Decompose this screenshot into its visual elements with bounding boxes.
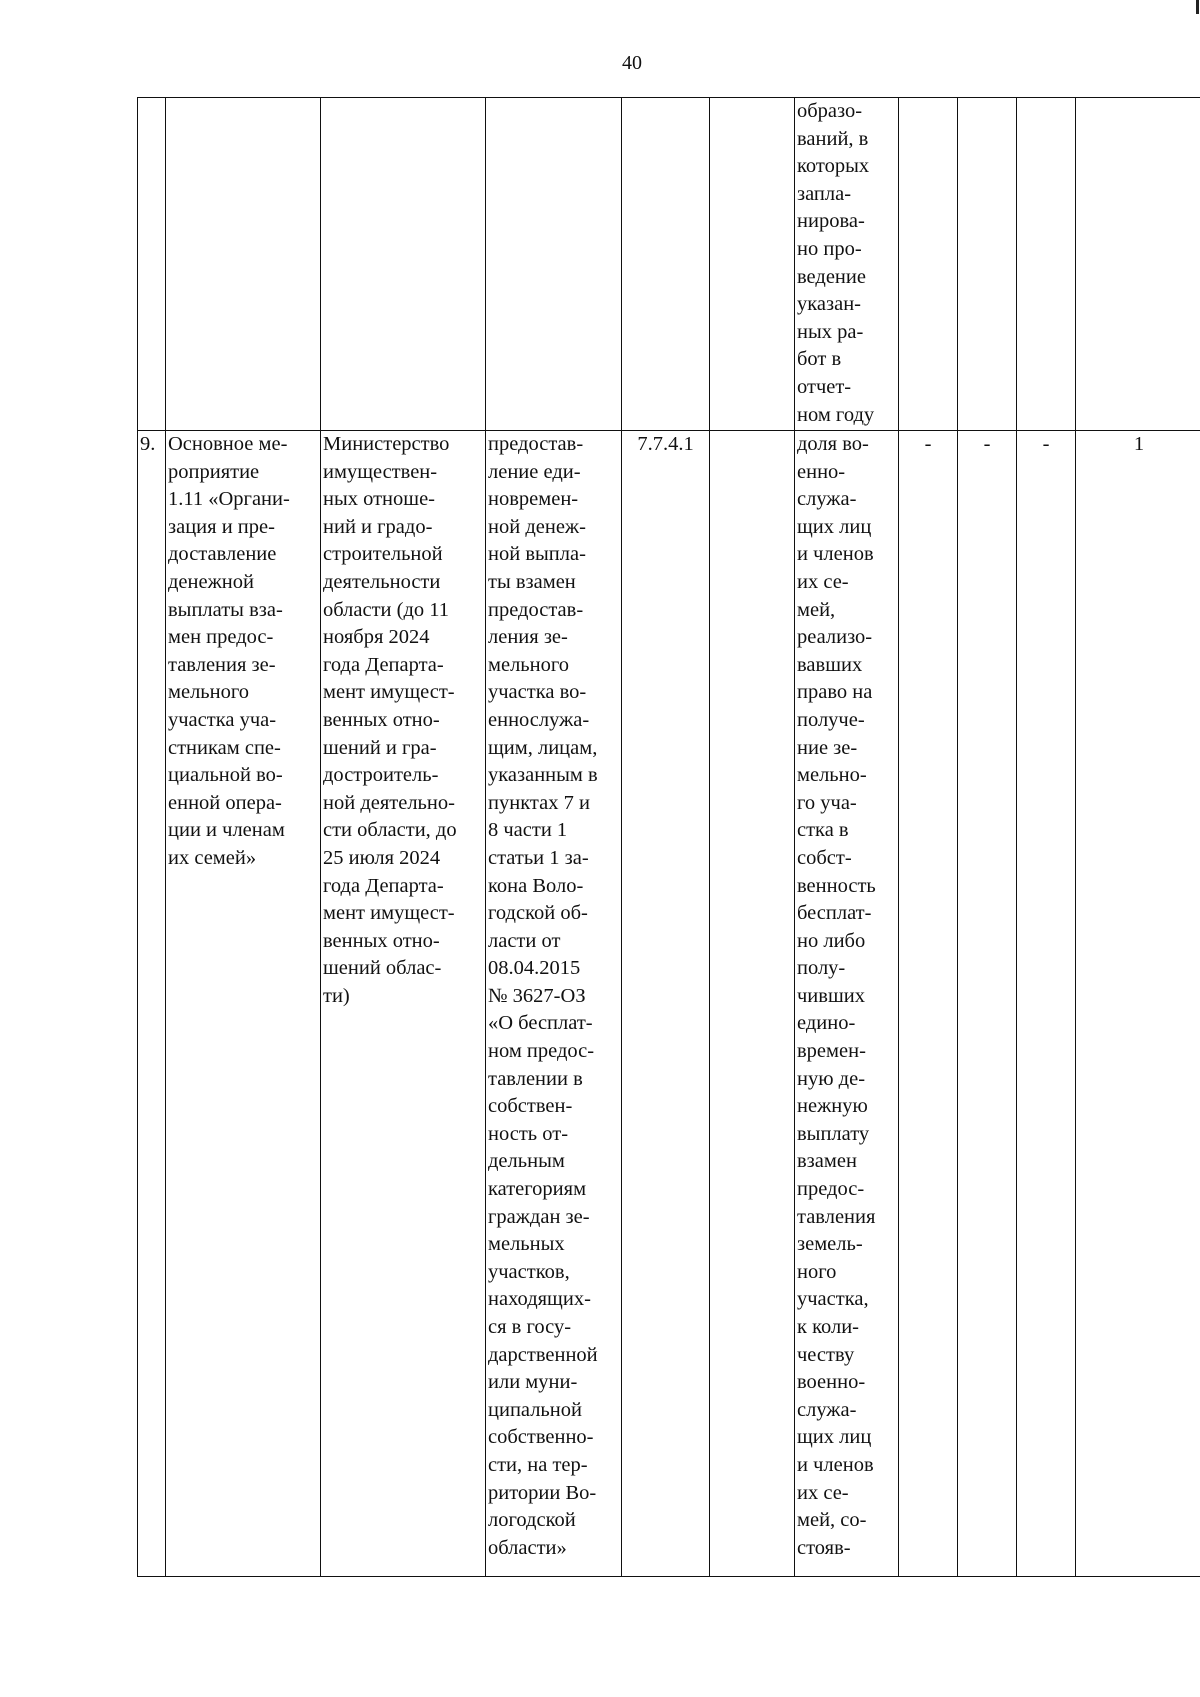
cell-line: Министерство bbox=[323, 433, 450, 455]
scan-artifact bbox=[1196, 0, 1199, 14]
cell-line: циальной во- bbox=[168, 764, 283, 787]
cell-line: участка, bbox=[797, 1288, 869, 1311]
cell-code: 7.7.4.1 bbox=[622, 431, 710, 1577]
cell-line: щих лиц bbox=[797, 1426, 872, 1449]
cell-line: еннослужа- bbox=[488, 708, 590, 731]
page-number: 40 bbox=[622, 52, 642, 74]
cell-line: сти области, до bbox=[323, 819, 457, 842]
cell-line: 8 части 1 bbox=[488, 819, 568, 842]
cell-value-1: - bbox=[899, 431, 958, 1577]
cell-value-4: 1 bbox=[1076, 431, 1200, 1577]
cell-executor bbox=[321, 431, 486, 1577]
cell-value-4 bbox=[1076, 98, 1200, 431]
cell-line: деятельности bbox=[323, 570, 441, 593]
table-row-continuation bbox=[138, 98, 1200, 431]
cell-line: образо- bbox=[797, 100, 863, 122]
cell-line: «О бесплат- bbox=[488, 1012, 593, 1035]
cell-line: строительной bbox=[323, 543, 443, 566]
measures-table bbox=[137, 97, 1200, 1577]
cell-line: предостав- bbox=[488, 433, 584, 455]
cell-line: мельного bbox=[168, 681, 250, 704]
cell-line: ность от- bbox=[488, 1122, 569, 1145]
cell-line: ном году bbox=[797, 403, 875, 426]
cell-line: ления зе- bbox=[488, 626, 568, 649]
cell-line: логодской bbox=[488, 1509, 576, 1532]
cell-line: участка уча- bbox=[168, 708, 277, 731]
cell-line: области (до 11 bbox=[323, 598, 450, 621]
cell-line: собст- bbox=[797, 846, 852, 869]
cell-line: находящих- bbox=[488, 1288, 591, 1311]
cell-line: категориям bbox=[488, 1178, 587, 1201]
cell-line: участков, bbox=[488, 1260, 570, 1283]
cell-value-2 bbox=[958, 98, 1017, 431]
cell-line: времен- bbox=[797, 1040, 866, 1063]
cell-line: мент имущест- bbox=[323, 902, 455, 925]
cell-line: ведение bbox=[797, 265, 866, 288]
cell-line: стояв- bbox=[797, 1536, 851, 1559]
cell-event bbox=[166, 98, 321, 431]
cell-line: выплату bbox=[797, 1122, 870, 1145]
cell-line: бот в bbox=[797, 348, 842, 371]
cell-line: земель- bbox=[797, 1233, 863, 1256]
cell-line: ся в госу- bbox=[488, 1316, 572, 1338]
cell-line: мей, bbox=[797, 598, 836, 621]
cell-line: года Департа- bbox=[323, 653, 444, 676]
cell-line: мей, со- bbox=[797, 1509, 867, 1532]
cell-line: запла- bbox=[797, 182, 852, 205]
cell-line: право на bbox=[797, 681, 873, 704]
cell-line: мельно- bbox=[797, 764, 867, 787]
cell-line: сти, на тер- bbox=[488, 1453, 588, 1476]
cell-line: граждан зе- bbox=[488, 1205, 590, 1228]
cell-line: тавления bbox=[797, 1205, 876, 1228]
cell-line: вавших bbox=[797, 653, 863, 676]
cell-line: ритории Во- bbox=[488, 1481, 597, 1504]
cell-value-3: - bbox=[1017, 431, 1076, 1577]
cell-indicator bbox=[795, 431, 899, 1577]
cell-line: их семей» bbox=[168, 846, 257, 869]
cell-line: полу- bbox=[797, 957, 846, 980]
cell-result bbox=[486, 98, 622, 431]
cell-line: енно- bbox=[797, 460, 846, 483]
cell-line: предостав- bbox=[488, 598, 584, 621]
cell-line: статьи 1 за- bbox=[488, 846, 589, 869]
cell-line: чивших bbox=[797, 984, 865, 1007]
cell-line: указан- bbox=[797, 293, 861, 316]
cell-empty bbox=[710, 431, 795, 1577]
cell-value-1 bbox=[899, 98, 958, 431]
cell-line: ление еди- bbox=[488, 460, 581, 483]
cell-line: ную де- bbox=[797, 1067, 866, 1090]
cell-number bbox=[138, 98, 166, 431]
cell-line: тавлении в bbox=[488, 1067, 583, 1090]
cell-line: тавления зе- bbox=[168, 653, 276, 676]
cell-executor bbox=[321, 98, 486, 431]
cell-line: отчет- bbox=[797, 375, 852, 398]
cell-line: ных отноше- bbox=[323, 488, 435, 511]
cell-line: стникам спе- bbox=[168, 736, 281, 759]
cell-line: венных отно- bbox=[323, 708, 440, 731]
cell-line: денежной bbox=[168, 570, 254, 593]
cell-line: пунктах 7 и bbox=[488, 791, 590, 814]
cell-line: нежную bbox=[797, 1095, 868, 1118]
cell-line: ной денеж- bbox=[488, 515, 586, 538]
cell-line: дарственной bbox=[488, 1343, 598, 1366]
cell-line: 1.11 «Органи- bbox=[168, 488, 290, 511]
cell-line: ний и градо- bbox=[323, 515, 433, 538]
cell-line: зация и пре- bbox=[168, 515, 275, 538]
cell-line: мент имущест- bbox=[323, 681, 455, 704]
cell-line: получе- bbox=[797, 708, 865, 731]
cell-line: выплаты вза- bbox=[168, 598, 283, 621]
cell-code bbox=[622, 98, 710, 431]
cell-line: венных отно- bbox=[323, 929, 440, 952]
cell-line: го уча- bbox=[797, 791, 857, 814]
cell-line: достроитель- bbox=[323, 764, 439, 787]
cell-line: щим, лицам, bbox=[488, 736, 598, 759]
cell-line: № 3627-ОЗ bbox=[488, 984, 586, 1007]
cell-line: участка во- bbox=[488, 681, 587, 704]
cell-line: 25 июля 2024 bbox=[323, 846, 441, 869]
cell-line: венность bbox=[797, 874, 876, 897]
cell-result bbox=[486, 431, 622, 1577]
cell-line: ном предос- bbox=[488, 1040, 595, 1063]
cell-line: служа- bbox=[797, 488, 857, 511]
cell-line: годской об- bbox=[488, 902, 588, 925]
cell-line: но либо bbox=[797, 929, 866, 952]
cell-empty bbox=[710, 98, 795, 431]
cell-line: их се- bbox=[797, 1481, 849, 1504]
cell-line: указанным в bbox=[488, 764, 598, 787]
table-row-9 bbox=[138, 431, 1200, 1577]
cell-line: ного bbox=[797, 1260, 837, 1283]
cell-line: ной выпла- bbox=[488, 543, 586, 566]
cell-line: к коли- bbox=[797, 1316, 860, 1338]
cell-line: взамен bbox=[797, 1150, 857, 1173]
cell-line: ласти от bbox=[488, 929, 561, 952]
cell-line: области» bbox=[488, 1536, 567, 1559]
cell-line: доля во- bbox=[797, 433, 869, 455]
cell-line: щих лиц bbox=[797, 515, 872, 538]
cell-line: Основное ме- bbox=[168, 433, 288, 455]
cell-line: но про- bbox=[797, 237, 862, 260]
cell-line: ты взамен bbox=[488, 570, 576, 593]
cell-line: служа- bbox=[797, 1398, 857, 1421]
cell-line: шений облас- bbox=[323, 957, 442, 980]
cell-line: честву bbox=[797, 1343, 855, 1366]
cell-line: собственно- bbox=[488, 1426, 594, 1449]
cell-line: мельного bbox=[488, 653, 570, 676]
cell-line: предос- bbox=[797, 1178, 865, 1201]
cell-line: ной деятельно- bbox=[323, 791, 455, 814]
cell-line: роприятие bbox=[168, 460, 260, 483]
cell-line: дельным bbox=[488, 1150, 565, 1173]
cell-line: ноября 2024 bbox=[323, 626, 430, 649]
cell-line: мельных bbox=[488, 1233, 565, 1256]
cell-number: 9. bbox=[138, 431, 166, 1577]
cell-line: стка в bbox=[797, 819, 849, 842]
cell-line: кона Воло- bbox=[488, 874, 584, 897]
cell-line: имуществен- bbox=[323, 460, 438, 483]
cell-line: шений и гра- bbox=[323, 736, 437, 759]
cell-event bbox=[166, 431, 321, 1577]
cell-line: военно- bbox=[797, 1371, 866, 1394]
cell-line: собствен- bbox=[488, 1095, 573, 1118]
cell-line: года Департа- bbox=[323, 874, 444, 897]
cell-line: ных ра- bbox=[797, 320, 864, 343]
cell-line: едино- bbox=[797, 1012, 856, 1035]
cell-line: ти) bbox=[323, 984, 350, 1007]
cell-line: 08.04.2015 bbox=[488, 957, 581, 980]
cell-line: их се- bbox=[797, 570, 849, 593]
cell-line: бесплат- bbox=[797, 902, 872, 925]
cell-line: реализо- bbox=[797, 626, 873, 649]
cell-line: енной опера- bbox=[168, 791, 282, 814]
cell-line: новремен- bbox=[488, 488, 579, 511]
cell-value-3 bbox=[1017, 98, 1076, 431]
cell-line: нирова- bbox=[797, 210, 865, 233]
cell-line: доставление bbox=[168, 543, 277, 566]
cell-line: ципальной bbox=[488, 1398, 582, 1421]
cell-line: ции и членам bbox=[168, 819, 285, 842]
cell-line: ние зе- bbox=[797, 736, 858, 759]
cell-line: мен предос- bbox=[168, 626, 274, 649]
cell-value-2: - bbox=[958, 431, 1017, 1577]
cell-indicator bbox=[795, 98, 899, 431]
cell-line: и членов bbox=[797, 1453, 874, 1476]
cell-line: или муни- bbox=[488, 1371, 578, 1394]
cell-line: и членов bbox=[797, 543, 874, 566]
cell-line: ваний, в bbox=[797, 127, 869, 150]
cell-line: которых bbox=[797, 155, 870, 178]
